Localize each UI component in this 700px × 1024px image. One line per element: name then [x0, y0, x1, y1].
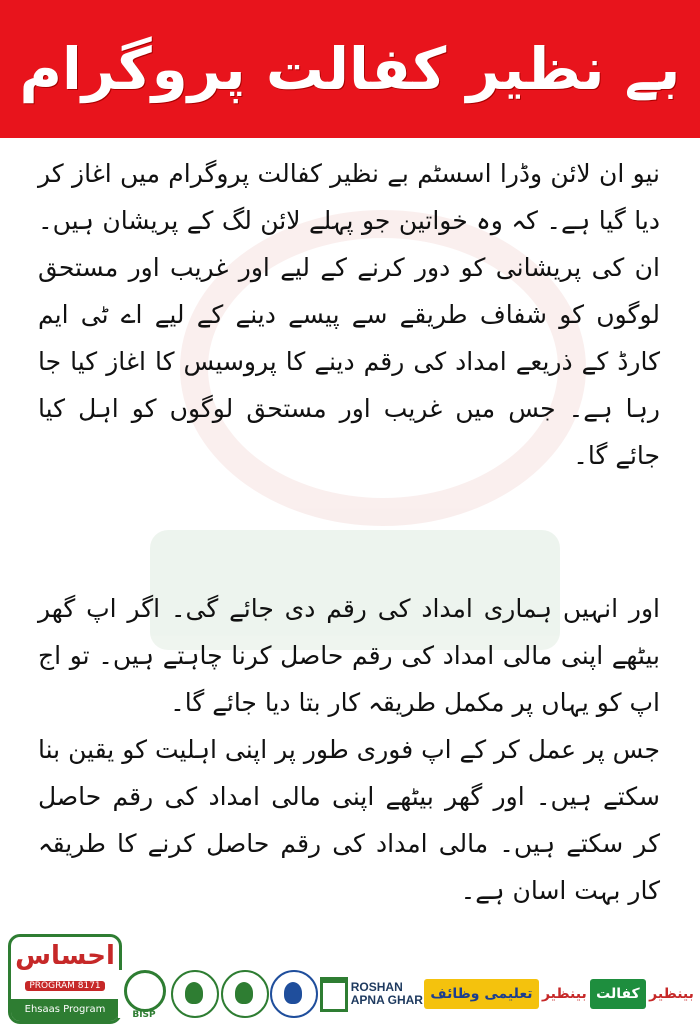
paragraph-1: نیو ان لائن وڈرا اسسٹم بے نظیر کفالت پروگرام میں اغاز کر دیا گیا ہے۔ کہ وہ خواتین جو پہلے لائن لگ کے پریشان ہیں۔ ان کی پریشانی کو دور کرنے کے لیے اور غریب اور مستحق لوگوں کو شفاف طریقے سے پیسے دینے کے لیے اے ٹی ایم کارڈ کے ذریعے امداد کی رقم دینے کا پروسیس کا اغاز کیا جا رہا ہے۔ جس میں غریب اور مستحق لوگوں کو اہل کیا جائے گا۔	[38, 159, 660, 470]
paragraph-2	[38, 585, 660, 914]
roshan-line-2: APNA GHAR	[350, 993, 423, 1007]
paragraph-2-part-1: اور انہیں ہماری امداد کی رقم دی جائے گی۔ اگر اپ گھر بیٹھے اپنی مالی امداد کی رقم حاصل کرنا چاہتے ہیں۔ تو اج اپ کو یہاں پر مکمل طریقہ کار بتا دیا جائے گا۔	[38, 594, 660, 717]
ehsaas-logo	[8, 934, 122, 1024]
benazir-label-2: بینظیر	[649, 986, 694, 1002]
roshan-apna-ghar-logo	[320, 977, 423, 1012]
bisp-icon	[118, 970, 170, 1018]
roshan-line-1: ROSHAN	[350, 980, 403, 994]
paragraph-2-part-2: جس پر عمل کر کے اپ فوری طور پر اپنی اہلیت کو یقین بنا سکتے ہیں۔ اور گھر بیٹھے اپنی مالی امداد کی رقم حاصل کر سکتے ہیں۔ مالی امداد کی رقم حاصل کرنے کا طریقہ کار بہت اسان ہے۔	[38, 735, 660, 905]
partner-logos	[118, 968, 696, 1020]
roshan-house-icon	[320, 977, 348, 1012]
ngo-icon	[270, 970, 318, 1018]
kafalat-badge: کفالت	[590, 979, 646, 1009]
page-title: بے نظیر کفالت پروگرام	[19, 35, 681, 103]
ehsaas-logo-urdu: احساس	[15, 941, 115, 971]
bisp-label: BISP	[132, 1010, 156, 1020]
benazir-label-1: بینظیر	[541, 986, 587, 1002]
ehsaas-logo-english: Ehsaas Program	[11, 999, 119, 1021]
ehsaas-logo-program: PROGRAM 8171	[25, 981, 104, 991]
footer-logos-strip	[0, 930, 700, 1024]
nutrition-icon	[221, 970, 269, 1018]
title-banner	[0, 0, 700, 138]
family-icon	[171, 970, 219, 1018]
taleemi-wazaif-badge: تعلیمی وظائف	[424, 979, 538, 1009]
